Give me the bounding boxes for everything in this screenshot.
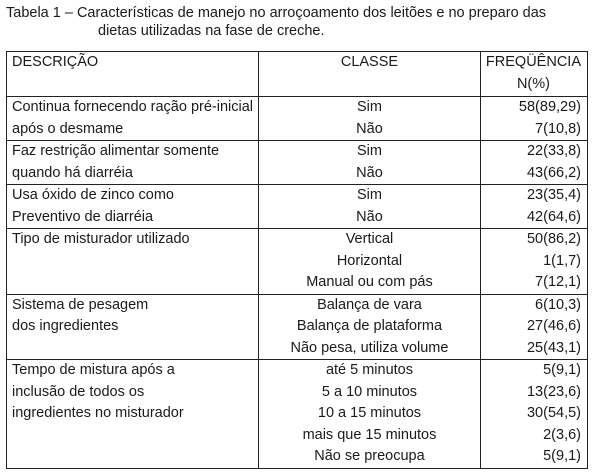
descricao-cell: Tipo de misturador utilizado	[7, 229, 259, 251]
frequencia-cell: 23(35,4)	[526, 187, 581, 203]
classe-cell: Vertical	[259, 229, 481, 251]
descricao-empty-cell	[7, 272, 259, 294]
classe-cell: Não pesa, utiliza volume	[259, 338, 481, 360]
frequencia-cell: 13(23,6)	[526, 383, 581, 400]
header-row-2	[7, 74, 588, 97]
table-row	[7, 185, 588, 207]
classe-cell: Sim	[259, 185, 481, 207]
table-row	[7, 425, 588, 447]
descricao-cell: Preventivo de diarréia	[7, 207, 259, 229]
header-empty-cell	[7, 74, 259, 97]
classe-cell: Não se preocupa	[259, 446, 481, 468]
descricao-cell: Tempo de mistura após a	[7, 360, 259, 382]
classe-cell: Horizontal	[259, 251, 481, 273]
classe-cell: até 5 minutos	[259, 360, 481, 382]
descricao-empty-cell	[7, 425, 259, 447]
frequencia-cell: 7(10,8)	[535, 120, 581, 137]
descricao-cell: Faz restrição alimentar somente	[7, 141, 259, 163]
frequencia-cell: 1(1,7)	[543, 252, 581, 269]
descricao-cell: Sistema de pesagem	[7, 294, 259, 316]
classe-cell: Não	[259, 207, 481, 229]
frequencia-cell: 42(64,6)	[526, 208, 581, 225]
table-row	[7, 163, 588, 185]
table-group	[7, 141, 588, 185]
classe-cell: mais que 15 minutos	[259, 425, 481, 447]
table-group	[7, 185, 588, 229]
table-row	[7, 446, 588, 468]
frequencia-cell: 50(86,2)	[526, 231, 581, 247]
header-frequencia: FREQÜÊNCIA	[485, 54, 581, 71]
header-row-1	[7, 52, 588, 75]
descricao-cell: dos ingredientes	[7, 316, 259, 338]
descricao-empty-cell	[7, 446, 259, 468]
frequencia-cell: 6(10,3)	[535, 296, 581, 313]
classe-cell: 5 a 10 minutos	[259, 382, 481, 404]
descricao-cell: inclusão de todos os	[7, 382, 259, 404]
classe-cell: Manual ou com pás	[259, 272, 481, 294]
descricao-cell: Usa óxido de zinco como	[7, 185, 259, 207]
frequencia-cell: 58(89,29)	[518, 99, 581, 115]
descricao-cell: quando há diarréia	[7, 163, 259, 185]
header-frequencia-unit: N(%)	[516, 76, 550, 93]
caption-line-1: Tabela 1 – Características de manejo no arroçoamento dos leitões e no preparo das	[6, 5, 547, 21]
table-row	[7, 141, 588, 163]
table-caption	[6, 4, 596, 40]
table-header	[7, 52, 588, 97]
table-row	[7, 119, 588, 141]
classe-cell: Não	[259, 163, 481, 185]
classe-cell: Não	[259, 119, 481, 141]
table-row	[7, 382, 588, 404]
classe-cell: Balança de plataforma	[259, 316, 481, 338]
caption-line-2: dietas utilizadas na fase de creche.	[98, 23, 325, 39]
table-group	[7, 97, 588, 141]
header-descricao: DESCRIÇÃO	[7, 52, 259, 75]
classe-cell: Balança de vara	[259, 294, 481, 316]
table-row	[7, 294, 588, 316]
classe-cell: 10 a 15 minutos	[259, 403, 481, 425]
descricao-empty-cell	[7, 251, 259, 273]
table-row	[7, 251, 588, 273]
frequencia-cell: 30(54,5)	[526, 405, 581, 421]
classe-cell: Sim	[259, 97, 481, 119]
descricao-empty-cell	[7, 338, 259, 360]
table-row	[7, 338, 588, 360]
frequencia-cell: 2(3,6)	[543, 426, 581, 443]
header-classe: CLASSE	[259, 52, 481, 75]
table-group	[7, 360, 588, 469]
table-group	[7, 229, 588, 295]
frequencia-cell: 5(9,1)	[543, 448, 581, 464]
table-row	[7, 272, 588, 294]
frequencia-cell: 25(43,1)	[526, 339, 581, 356]
frequencia-cell: 7(12,1)	[535, 274, 581, 290]
table-group	[7, 294, 588, 360]
descricao-cell: ingredientes no misturador	[7, 403, 259, 425]
data-table	[6, 51, 588, 469]
table-row	[7, 316, 588, 338]
table-row	[7, 229, 588, 251]
descricao-cell: Continua fornecendo ração pré-inicial	[7, 97, 259, 119]
table-row	[7, 360, 588, 382]
table-row	[7, 97, 588, 119]
descricao-cell: após o desmame	[7, 119, 259, 141]
table-row	[7, 207, 588, 229]
frequencia-cell: 5(9,1)	[543, 362, 581, 378]
frequencia-cell: 43(66,2)	[526, 164, 581, 181]
header-empty-cell	[259, 74, 481, 97]
table-row	[7, 403, 588, 425]
frequencia-cell: 22(33,8)	[526, 143, 581, 159]
frequencia-cell: 27(46,6)	[526, 318, 581, 334]
classe-cell: Sim	[259, 141, 481, 163]
